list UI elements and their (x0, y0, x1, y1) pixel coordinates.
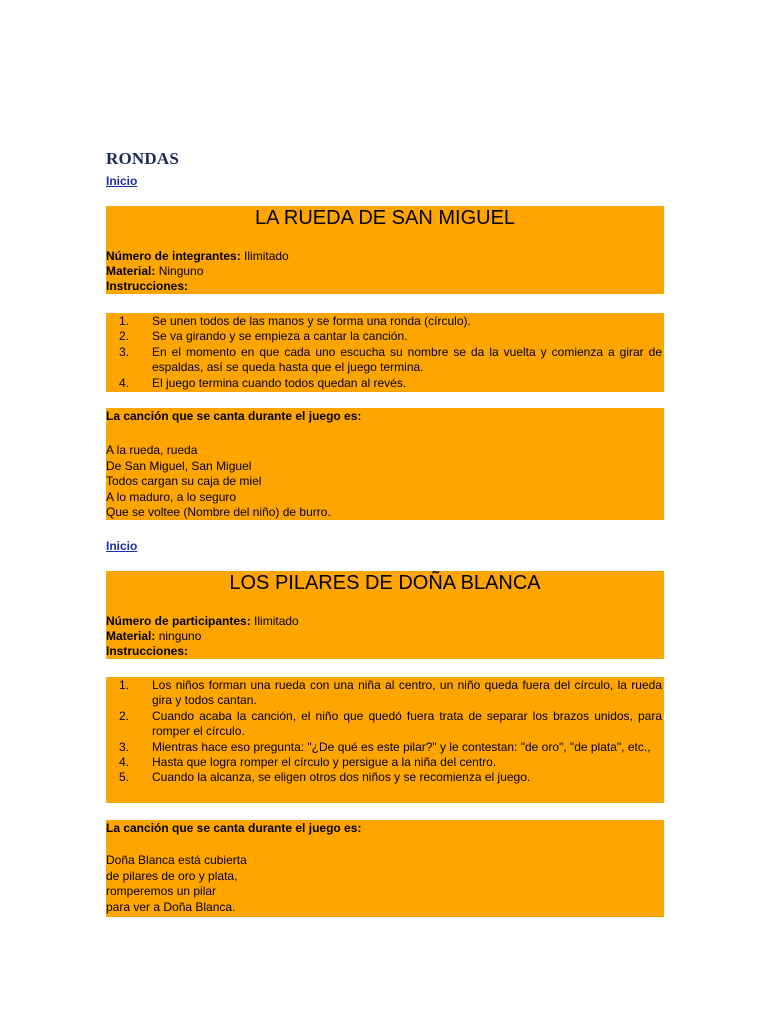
list-item: 3. En el momento en que cada uno escucha su nombre se da la vuelta y comienza a girar de espaldas, así se queda hasta que el juego termina. (118, 344, 662, 375)
section-2-steps (106, 678, 664, 786)
list-item: 4. Hasta que logra romper el círculo y persigue a la niña del centro. (118, 755, 497, 770)
material-value: Ninguno (155, 264, 204, 278)
section-1-steps-box (106, 313, 664, 392)
section-2-title: LOS PILARES DE DOÑA BLANCA (229, 572, 541, 594)
section-1-steps (106, 314, 664, 391)
section-1-header-box (106, 206, 664, 294)
section-1-meta (106, 249, 664, 294)
participantes-value: Ilimitado (250, 614, 299, 628)
list-item: 1. Los niños forman una rueda con una niña al centro, un niño queda fuera del círculo, la rueda gira y todos cantan. (118, 678, 662, 708)
list-item: 2. Se va girando y se empieza a cantar la canción. (118, 329, 408, 344)
section-2-meta (106, 614, 664, 659)
section-2-steps-box (106, 677, 664, 803)
material-label: Material: (106, 264, 156, 278)
participantes-label: Número de participantes: (106, 614, 251, 628)
section-1-title: LA RUEDA DE SAN MIGUEL (254, 207, 516, 229)
song-lyrics: A la rueda, rueda De San Miguel, San Miguel Todos cargan su caja de miel A lo maduro, a lo seguro Que se voltee (Nombre del niño) de burro. (106, 443, 331, 519)
list-item: 1. Se unen todos de las manos y se forma una ronda (círculo). (118, 314, 471, 328)
section-1-song-box (106, 408, 664, 520)
instrucciones-label: Instrucciones: (106, 644, 189, 658)
inicio-link[interactable]: Inicio (106, 174, 138, 188)
song-header: La canción que se canta durante el juego es: (106, 409, 362, 423)
list-item: 2. Cuando acaba la canción, el niño que quedó fuera trata de separar los brazos unidos, para romper el círculo. (118, 708, 662, 739)
instrucciones-label: Instrucciones: (106, 279, 189, 293)
page-heading: RONDAS (106, 149, 179, 168)
song-header: La canción que se canta durante el juego es: (106, 821, 362, 835)
material-label: Material: (106, 629, 156, 643)
song-lyrics: Doña Blanca está cubierta de pilares de oro y plata, romperemos un pilar para ver a Doña Blanca. (106, 853, 247, 914)
inicio-link[interactable]: Inicio (106, 539, 138, 553)
section-2-header-box (106, 571, 664, 659)
list-item: 4. El juego termina cuando todos quedan al revés. (118, 375, 407, 390)
integrantes-label: Número de integrantes: (106, 249, 241, 263)
integrantes-value: Ilimitado (240, 249, 289, 263)
list-item: 5. Cuando la alcanza, se eligen otros dos niños y se recomienza el juego. (118, 770, 531, 785)
material-value: ninguno (155, 629, 202, 643)
list-item: 3. Mientras hace eso pregunta: "¿De qué es este pilar?" y le contestan: "de oro", "de plata", etc., (118, 739, 651, 754)
section-2-song-box (106, 820, 664, 917)
